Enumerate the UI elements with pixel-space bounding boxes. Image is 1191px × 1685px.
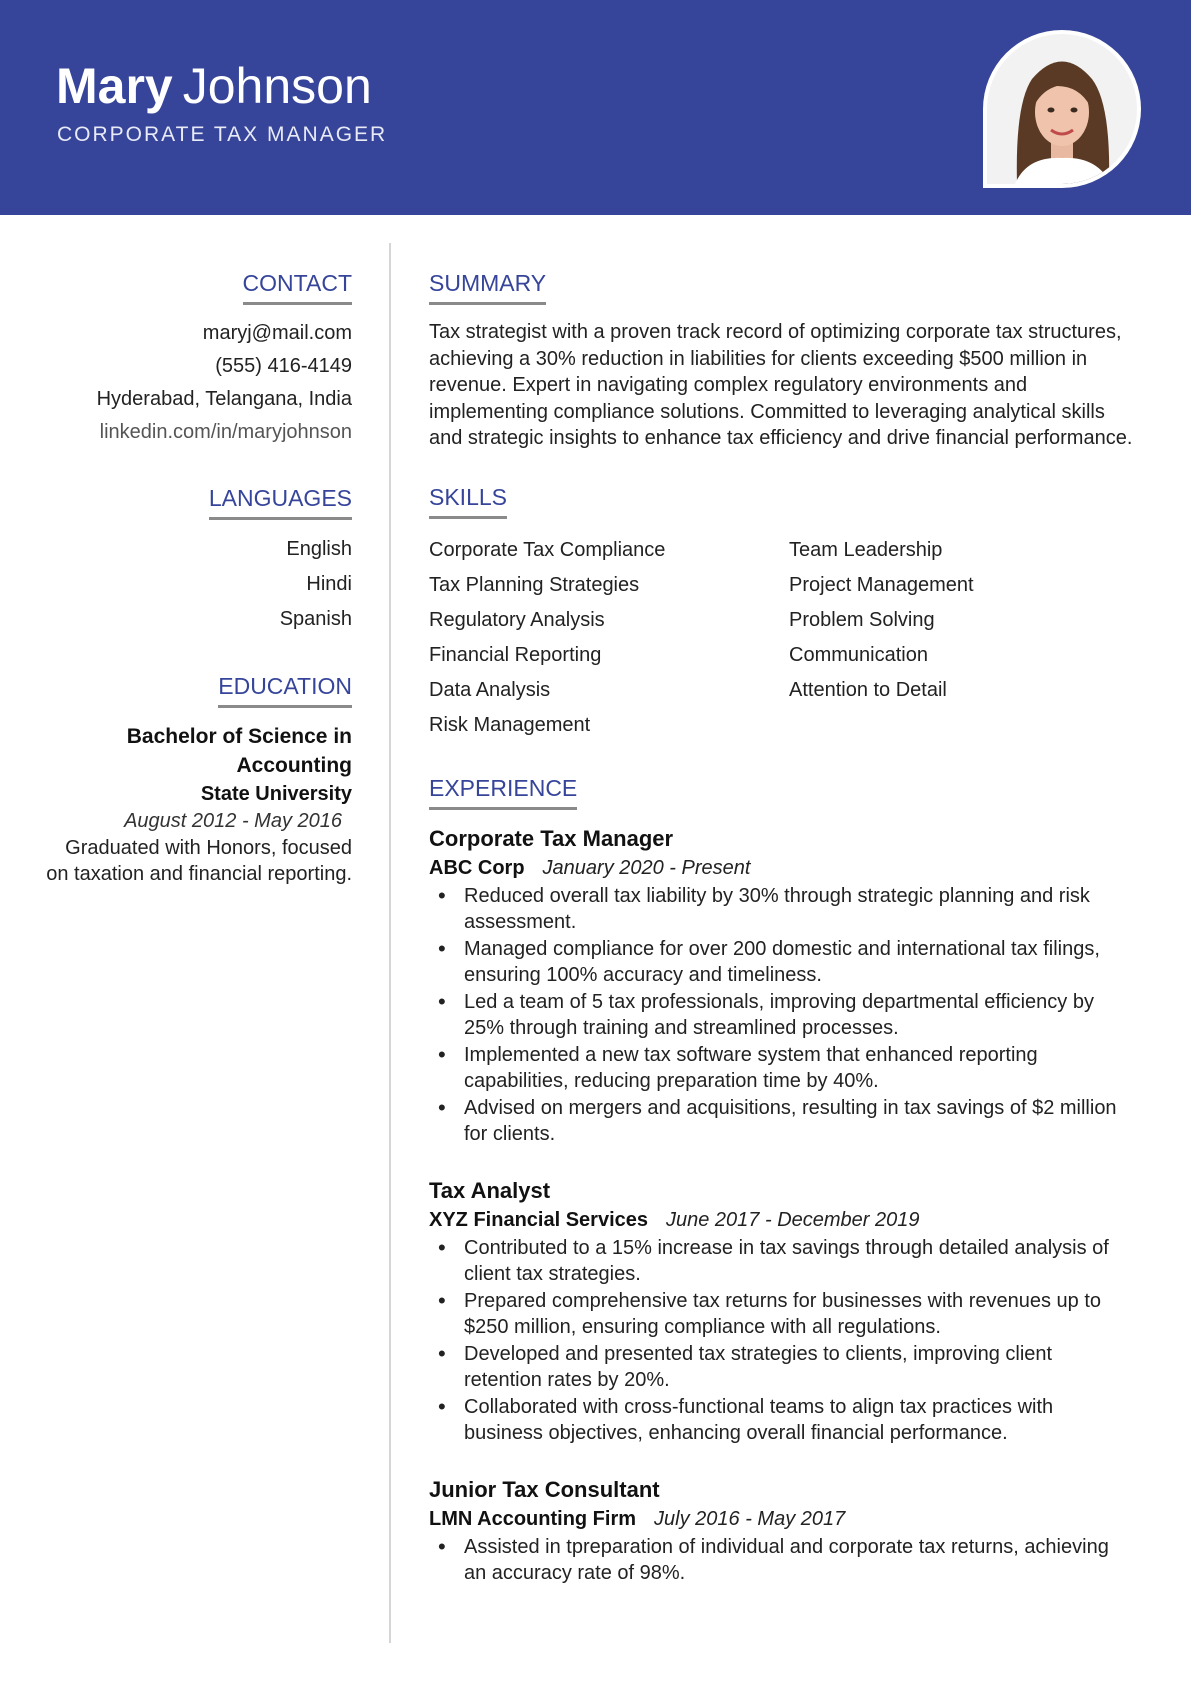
language-item: Hindi	[306, 573, 352, 595]
skills-grid	[429, 533, 1135, 743]
contact-email[interactable]: maryj@mail.com	[202, 322, 352, 344]
contact-heading: CONTACT	[243, 268, 352, 305]
job-bullet: • Collaborated with cross-functional teams to align tax practices with business objectives, enhancing overall financial performance.	[429, 1394, 1135, 1447]
contact-section	[40, 268, 352, 449]
job-title: Corporate Tax Manager	[429, 825, 674, 851]
skill-item: Risk Management	[429, 713, 591, 736]
skills-heading: SKILLS	[429, 482, 507, 519]
job-meta	[429, 1206, 1135, 1234]
skill-item: Communication	[789, 643, 928, 666]
left-column	[40, 268, 352, 921]
job-bullet: • Developed and presented tax strategies to clients, improving client retention rates by 20%.	[429, 1341, 1135, 1394]
languages-heading: LANGUAGES	[209, 483, 352, 520]
skills-column-2	[789, 533, 1135, 743]
job-entry	[429, 1475, 1135, 1587]
education-section	[40, 671, 352, 887]
education-dates: August 2012 - May 2016	[124, 810, 342, 832]
skill-item: Attention to Detail	[789, 678, 947, 701]
education-school: State University	[200, 783, 352, 805]
experience-heading: EXPERIENCE	[429, 773, 577, 810]
candidate-name	[56, 56, 372, 116]
profile-photo-icon	[987, 34, 1137, 184]
header-banner	[0, 0, 1191, 215]
job-bullets	[429, 883, 1135, 1148]
languages-section	[40, 483, 352, 637]
education-description: Graduated with Honors, focused on taxation and financial reporting.	[46, 837, 352, 885]
job-bullets	[429, 1534, 1135, 1587]
education-degree: Bachelor of Science in Accounting	[126, 725, 352, 777]
right-column	[429, 268, 1135, 1617]
job-bullet: • Advised on mergers and acquisitions, resulting in tax savings of $2 million for clients.	[429, 1095, 1135, 1148]
summary-heading: SUMMARY	[429, 268, 546, 305]
skill-item: Financial Reporting	[429, 643, 602, 666]
job-dates: June 2017 - December 2019	[666, 1208, 920, 1231]
job-dates: July 2016 - May 2017	[654, 1507, 846, 1530]
job-entry	[429, 824, 1135, 1148]
skill-item: Project Management	[789, 573, 974, 596]
job-bullet: • Assisted in tpreparation of individual and corporate tax returns, achieving an accuracy rate of 98%.	[429, 1534, 1135, 1587]
experience-section	[429, 773, 1135, 1587]
skill-item: Problem Solving	[789, 608, 935, 631]
job-bullets	[429, 1235, 1135, 1447]
job-company: XYZ Financial Services	[429, 1208, 648, 1231]
first-name: Mary	[56, 58, 173, 114]
job-bullet: • Contributed to a 15% increase in tax savings through detailed analysis of client tax strategies.	[429, 1235, 1135, 1288]
skills-column-1	[429, 533, 789, 743]
job-title: Tax Analyst	[429, 1177, 551, 1203]
last-name: Johnson	[182, 58, 372, 114]
contact-linkedin[interactable]: linkedin.com/in/maryjohnson	[99, 421, 352, 443]
summary-text: Tax strategist with a proven track record of optimizing corporate tax structures, achieving a 30% reduction in liabilities for clients exceeding $500 million in revenue. Expert in navigating complex regulatory environments and implementing compliance solutions. Committed to leveraging analytical skills and strategic insights to enhance tax efficiency and drive financial performance.	[429, 321, 1133, 449]
language-item: Spanish	[279, 608, 352, 630]
skill-item: Regulatory Analysis	[429, 608, 605, 631]
job-bullet: • Implemented a new tax software system that enhanced reporting capabilities, reducing preparation time by 40%.	[429, 1042, 1135, 1095]
column-divider	[389, 243, 391, 1643]
skill-item: Data Analysis	[429, 678, 551, 701]
contact-phone[interactable]: (555) 416-4149	[215, 355, 352, 377]
job-bullet: • Reduced overall tax liability by 30% through strategic planning and risk assessment.	[429, 883, 1135, 936]
job-title: CORPORATE TAX MANAGER	[57, 123, 388, 146]
skill-item: Team Leadership	[789, 538, 943, 561]
summary-section	[429, 268, 1135, 452]
job-bullet: • Prepared comprehensive tax returns for businesses with revenues up to $250 million, ensuring compliance with all regulations.	[429, 1288, 1135, 1341]
job-company: LMN Accounting Firm	[429, 1507, 637, 1530]
job-company: ABC Corp	[429, 856, 525, 879]
job-entry	[429, 1176, 1135, 1447]
language-item: English	[286, 538, 352, 560]
profile-photo	[983, 30, 1141, 188]
education-heading: EDUCATION	[218, 671, 352, 708]
skills-section	[429, 482, 1135, 743]
job-dates: January 2020 - Present	[542, 856, 751, 879]
job-meta	[429, 854, 1135, 882]
skill-item: Corporate Tax Compliance	[429, 538, 666, 561]
job-title: Junior Tax Consultant	[429, 1476, 660, 1502]
job-meta	[429, 1505, 1135, 1533]
skill-item: Tax Planning Strategies	[429, 573, 640, 596]
job-bullet: • Led a team of 5 tax professionals, improving departmental efficiency by 25% through training and streamlined processes.	[429, 989, 1135, 1042]
contact-location: Hyderabad, Telangana, India	[96, 388, 352, 410]
job-bullet: • Managed compliance for over 200 domestic and international tax filings, ensuring 100% accuracy and timeliness.	[429, 936, 1135, 989]
